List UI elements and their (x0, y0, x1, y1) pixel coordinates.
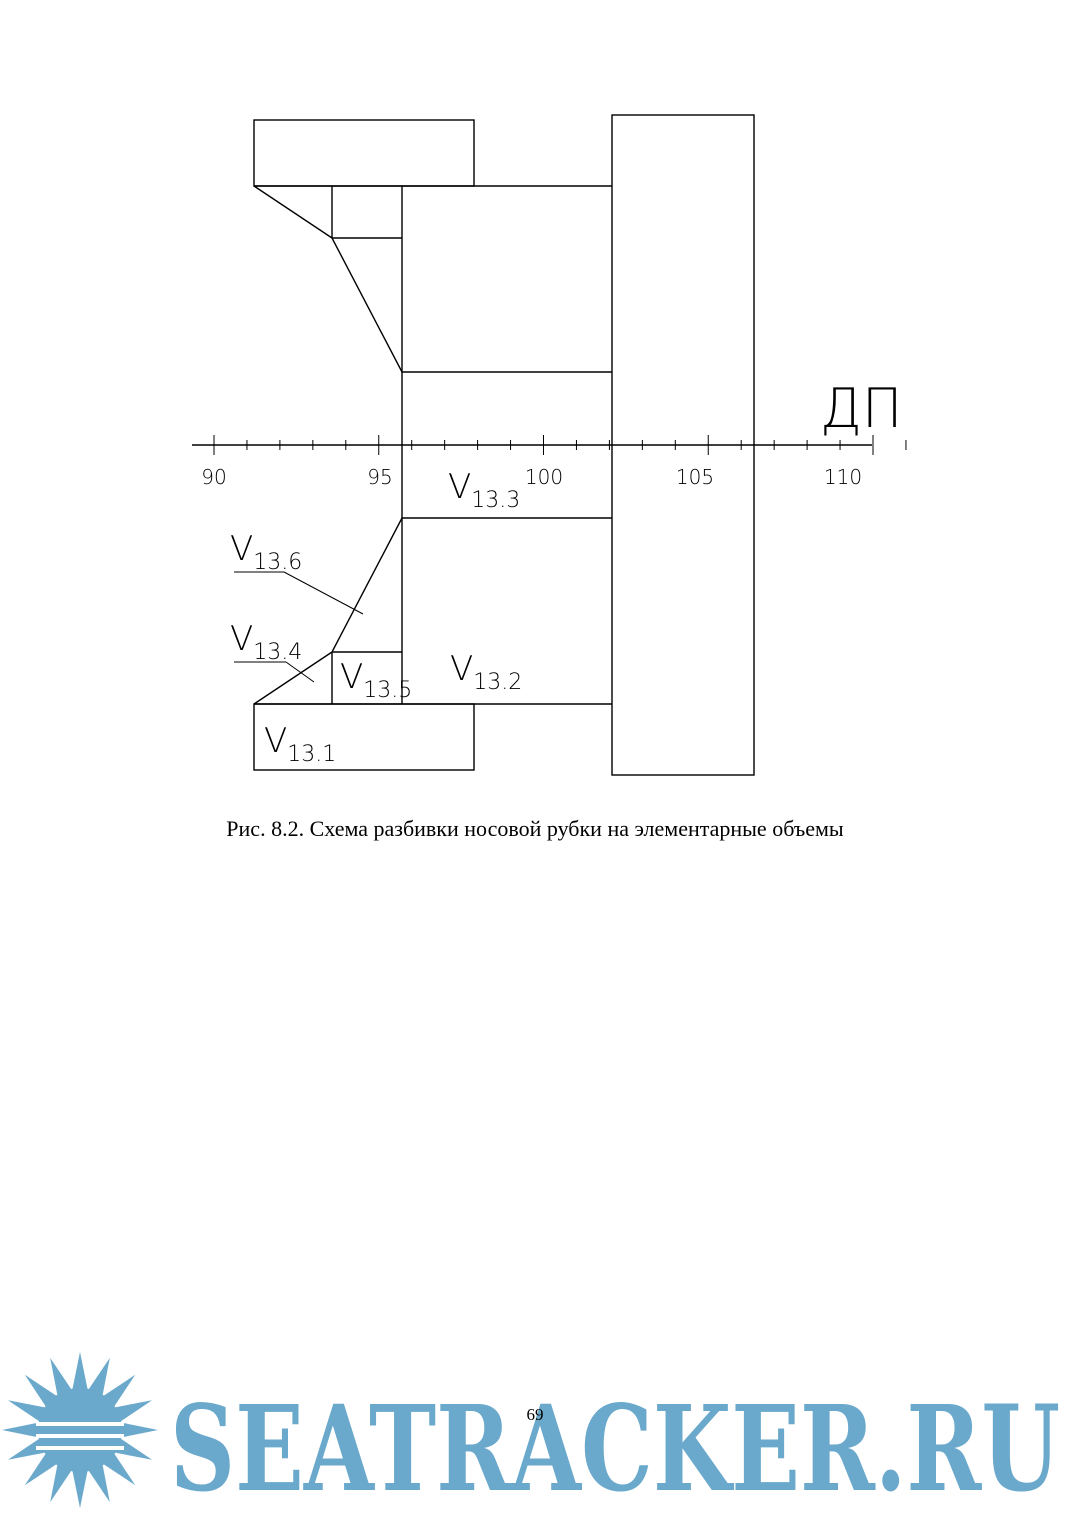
volume-label-13-6: V13.6 (230, 529, 303, 575)
sun-icon (2, 1352, 158, 1508)
volume-label-13-4: V13.4 (230, 619, 303, 665)
volume-label-13-5: V13.5 (340, 657, 413, 703)
centerline-label: ДП (820, 377, 903, 440)
sun-ray (72, 1352, 88, 1391)
lower-half (254, 518, 612, 770)
figure-caption: Рис. 8.2. Схема разбивки носовой рубки на элементарные объемы (226, 816, 844, 841)
tick-label-110: 110 (823, 465, 863, 489)
volume-label-13-3: V13.3 (448, 467, 521, 513)
volume-label-13-2: V13.2 (450, 649, 523, 695)
page-number: 69 (526, 1405, 544, 1424)
tick-label-105: 105 (675, 465, 715, 489)
volume-label-13-1: V13.1 (264, 721, 337, 767)
tick-label-95: 95 (367, 465, 393, 489)
centerline-axis (192, 377, 906, 489)
tick-label-100: 100 (524, 465, 564, 489)
tick-label-90: 90 (201, 465, 227, 489)
sun-ray (72, 1469, 88, 1508)
watermark-text: SEATRACKER.RU (170, 1379, 1060, 1510)
watermark (0, 1350, 1080, 1510)
